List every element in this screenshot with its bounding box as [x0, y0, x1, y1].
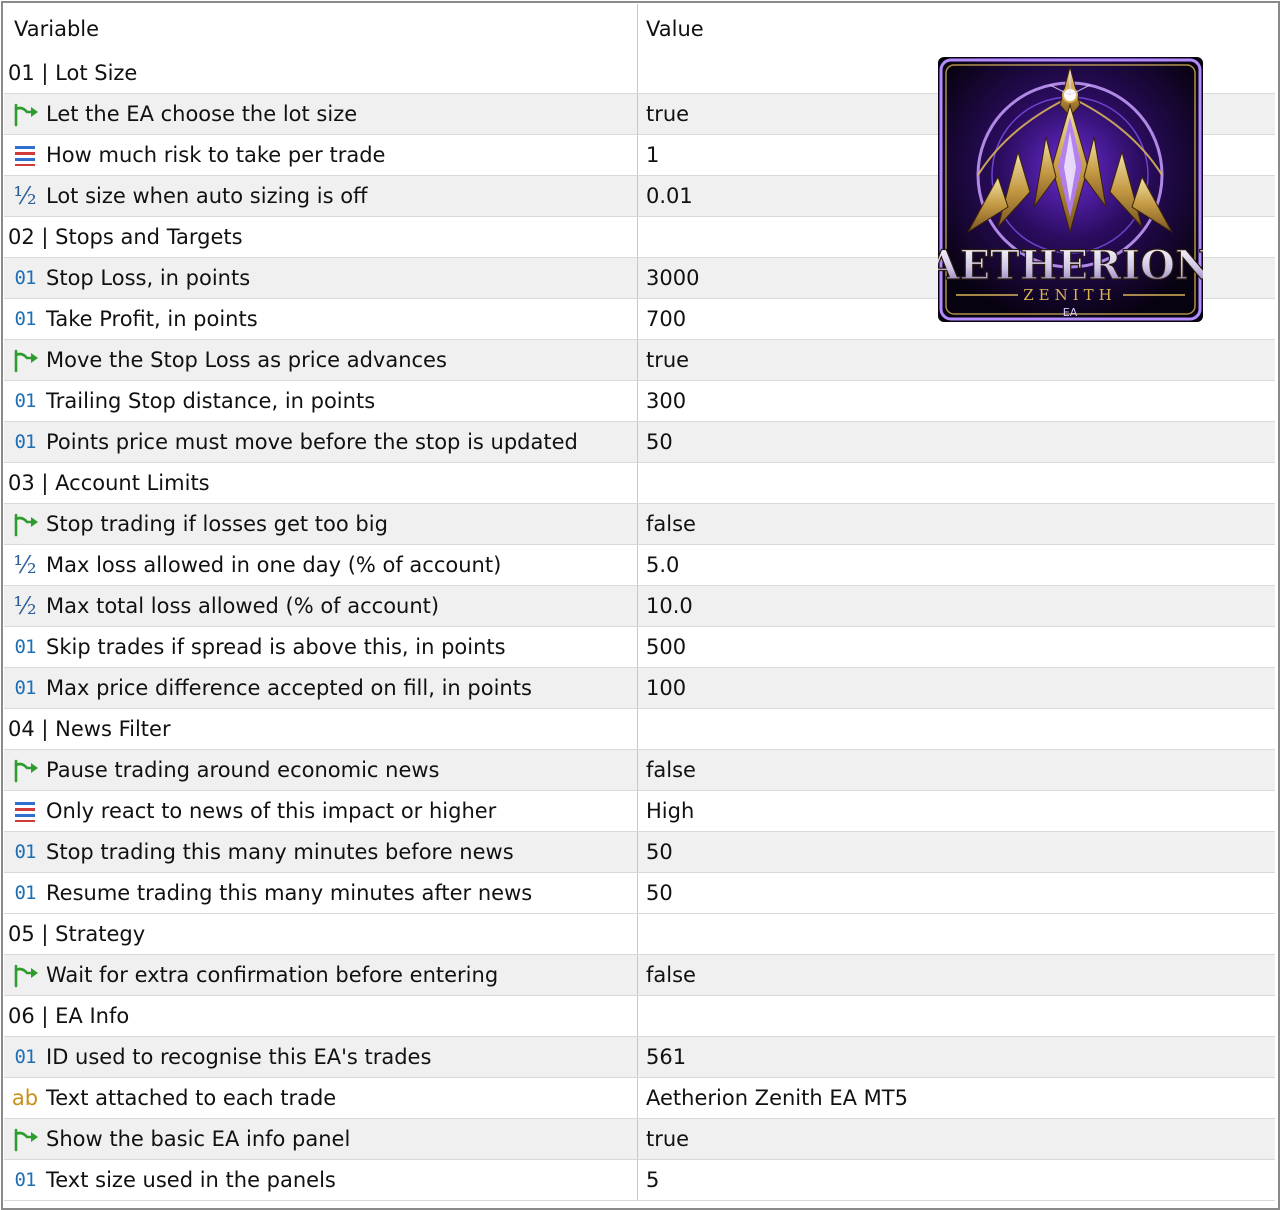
param-name[interactable]	[4, 1119, 638, 1159]
group-header-row[interactable]	[4, 463, 1275, 504]
param-value[interactable]	[638, 750, 1275, 790]
param-value[interactable]	[638, 1078, 1275, 1118]
param-value[interactable]	[638, 791, 1275, 831]
param-name[interactable]	[4, 791, 638, 831]
param-value[interactable]	[638, 668, 1275, 708]
param-value-text: 1	[646, 143, 660, 167]
param-name[interactable]	[4, 1160, 638, 1200]
table-row[interactable]	[4, 1160, 1275, 1201]
param-name[interactable]	[4, 545, 638, 585]
param-value[interactable]	[638, 422, 1275, 462]
group-label[interactable]	[4, 463, 638, 503]
table-row[interactable]	[4, 750, 1275, 791]
param-value-text: false	[646, 512, 696, 536]
param-name[interactable]	[4, 299, 638, 339]
param-label: Let the EA choose the lot size	[46, 102, 358, 126]
integer-icon: 01	[14, 677, 36, 699]
param-value-text: 561	[646, 1045, 687, 1069]
param-value-text: 100	[646, 676, 687, 700]
double-fraction-icon: ½	[13, 182, 37, 210]
param-value-text: 5	[646, 1168, 660, 1192]
param-value-text: High	[646, 799, 695, 823]
param-value[interactable]	[638, 832, 1275, 872]
param-label: 02 | Stops and Targets	[8, 225, 243, 249]
column-header-value[interactable]: Value	[646, 16, 704, 41]
param-name[interactable]	[4, 135, 638, 175]
enum-list-icon	[10, 140, 40, 170]
table-row[interactable]	[4, 1119, 1275, 1160]
param-value[interactable]	[638, 873, 1275, 913]
bool-arrow-icon	[10, 509, 40, 539]
integer-icon: 01	[14, 841, 36, 863]
param-label: Only react to news of this impact or higher	[46, 799, 497, 823]
param-name[interactable]	[4, 381, 638, 421]
param-value-text: 500	[646, 635, 687, 659]
table-row[interactable]	[4, 668, 1275, 709]
param-label: Stop Loss, in points	[46, 266, 251, 290]
param-label: ID used to recognise this EA's trades	[46, 1045, 432, 1069]
param-value[interactable]	[638, 709, 1275, 749]
param-label: 05 | Strategy	[8, 922, 146, 946]
double-fraction-icon: ½	[13, 592, 37, 620]
bool-arrow-icon	[10, 755, 40, 785]
table-row[interactable]	[4, 422, 1275, 463]
param-value[interactable]	[638, 463, 1275, 503]
param-value[interactable]	[638, 586, 1275, 626]
table-row[interactable]	[4, 1037, 1275, 1078]
param-value-text: 50	[646, 881, 673, 905]
aetherion-logo	[938, 57, 1203, 322]
bool-arrow-icon	[10, 345, 40, 375]
param-value[interactable]	[638, 627, 1275, 667]
param-name[interactable]	[4, 586, 638, 626]
table-header	[4, 4, 1275, 53]
param-label: 06 | EA Info	[8, 1004, 130, 1028]
param-value-text: 0.01	[646, 184, 693, 208]
param-name[interactable]	[4, 873, 638, 913]
param-name[interactable]	[4, 422, 638, 462]
param-label: Text attached to each trade	[46, 1086, 337, 1110]
group-label[interactable]	[4, 996, 638, 1036]
integer-icon: 01	[14, 1046, 36, 1068]
param-value-text: true	[646, 348, 690, 372]
param-name[interactable]	[4, 1037, 638, 1077]
table-row[interactable]	[4, 504, 1275, 545]
param-value[interactable]	[638, 996, 1275, 1036]
param-label: Max total loss allowed (% of account)	[46, 594, 440, 618]
bool-arrow-icon	[10, 99, 40, 129]
param-label: Move the Stop Loss as price advances	[46, 348, 447, 372]
table-row[interactable]	[4, 340, 1275, 381]
param-value-text: 5.0	[646, 553, 680, 577]
table-row[interactable]	[4, 832, 1275, 873]
bool-arrow-icon	[10, 960, 40, 990]
param-value[interactable]	[638, 955, 1275, 995]
table-row[interactable]	[4, 545, 1275, 586]
param-name[interactable]	[4, 94, 638, 134]
integer-icon: 01	[14, 1169, 36, 1191]
param-label: Resume trading this many minutes after news	[46, 881, 533, 905]
column-header-variable[interactable]: Variable	[4, 4, 638, 53]
integer-icon: 01	[14, 390, 36, 412]
param-name[interactable]	[4, 504, 638, 544]
param-label: Max price difference accepted on fill, in points	[46, 676, 532, 700]
param-label: 03 | Account Limits	[8, 471, 210, 495]
integer-icon: 01	[14, 636, 36, 658]
param-label: Wait for extra confirmation before entering	[46, 963, 499, 987]
table-row[interactable]	[4, 955, 1275, 996]
table-row[interactable]	[4, 381, 1275, 422]
param-label: Pause trading around economic news	[46, 758, 440, 782]
double-fraction-icon: ½	[13, 551, 37, 579]
param-value[interactable]	[638, 914, 1275, 954]
param-value-text: false	[646, 758, 696, 782]
param-label: Skip trades if spread is above this, in points	[46, 635, 506, 659]
param-name[interactable]	[4, 258, 638, 298]
param-value[interactable]	[638, 504, 1275, 544]
param-name[interactable]	[4, 1078, 638, 1118]
string-ab-icon: ab	[11, 1086, 39, 1110]
param-value-text: 300	[646, 389, 687, 413]
param-value-text: 3000	[646, 266, 700, 290]
param-value-text: true	[646, 102, 690, 126]
param-value[interactable]	[638, 1119, 1275, 1159]
param-value[interactable]	[638, 1037, 1275, 1077]
param-name[interactable]	[4, 955, 638, 995]
logo-tag: EA	[1062, 306, 1078, 319]
param-label: Max loss allowed in one day (% of account)	[46, 553, 502, 577]
group-header-row[interactable]	[4, 914, 1275, 955]
param-label: How much risk to take per trade	[46, 143, 386, 167]
table-row[interactable]	[4, 791, 1275, 832]
param-value[interactable]	[638, 545, 1275, 585]
param-label: 01 | Lot Size	[8, 61, 138, 85]
group-label[interactable]	[4, 53, 638, 93]
table-row[interactable]	[4, 1078, 1275, 1119]
param-label: 04 | News Filter	[8, 717, 171, 741]
param-label: Take Profit, in points	[46, 307, 258, 331]
param-label: Show the basic EA info panel	[46, 1127, 351, 1151]
param-label: Text size used in the panels	[46, 1168, 336, 1192]
group-label[interactable]	[4, 914, 638, 954]
param-name[interactable]	[4, 832, 638, 872]
param-value[interactable]	[638, 1160, 1275, 1200]
param-name[interactable]	[4, 668, 638, 708]
integer-icon: 01	[14, 308, 36, 330]
param-value[interactable]	[638, 381, 1275, 421]
table-row[interactable]	[4, 873, 1275, 914]
param-value-text: 10.0	[646, 594, 693, 618]
integer-icon: 01	[14, 882, 36, 904]
param-name[interactable]	[4, 340, 638, 380]
logo-title: AETHERION	[938, 242, 1203, 289]
param-value-text: true	[646, 1127, 690, 1151]
param-label: Lot size when auto sizing is off	[46, 184, 368, 208]
integer-icon: 01	[14, 267, 36, 289]
logo-subtitle: ZENITH	[1023, 286, 1117, 304]
table-row[interactable]	[4, 586, 1275, 627]
table-row[interactable]	[4, 627, 1275, 668]
param-name[interactable]	[4, 750, 638, 790]
param-value-text: Aetherion Zenith EA MT5	[646, 1086, 908, 1110]
param-value-text: false	[646, 963, 696, 987]
param-label: Stop trading if losses get too big	[46, 512, 388, 536]
param-label: Points price must move before the stop is updated	[46, 430, 578, 454]
param-value[interactable]	[638, 340, 1275, 380]
enum-list-icon	[10, 796, 40, 826]
param-value-text: 50	[646, 430, 673, 454]
param-value-text: 50	[646, 840, 673, 864]
bool-arrow-icon	[10, 1124, 40, 1154]
group-label[interactable]	[4, 217, 638, 257]
param-name[interactable]	[4, 176, 638, 216]
param-label: Trailing Stop distance, in points	[46, 389, 376, 413]
integer-icon: 01	[14, 431, 36, 453]
group-header-row[interactable]	[4, 709, 1275, 750]
param-value-text: 700	[646, 307, 687, 331]
param-name[interactable]	[4, 627, 638, 667]
group-header-row[interactable]	[4, 996, 1275, 1037]
group-label[interactable]	[4, 709, 638, 749]
param-label: Stop trading this many minutes before news	[46, 840, 514, 864]
